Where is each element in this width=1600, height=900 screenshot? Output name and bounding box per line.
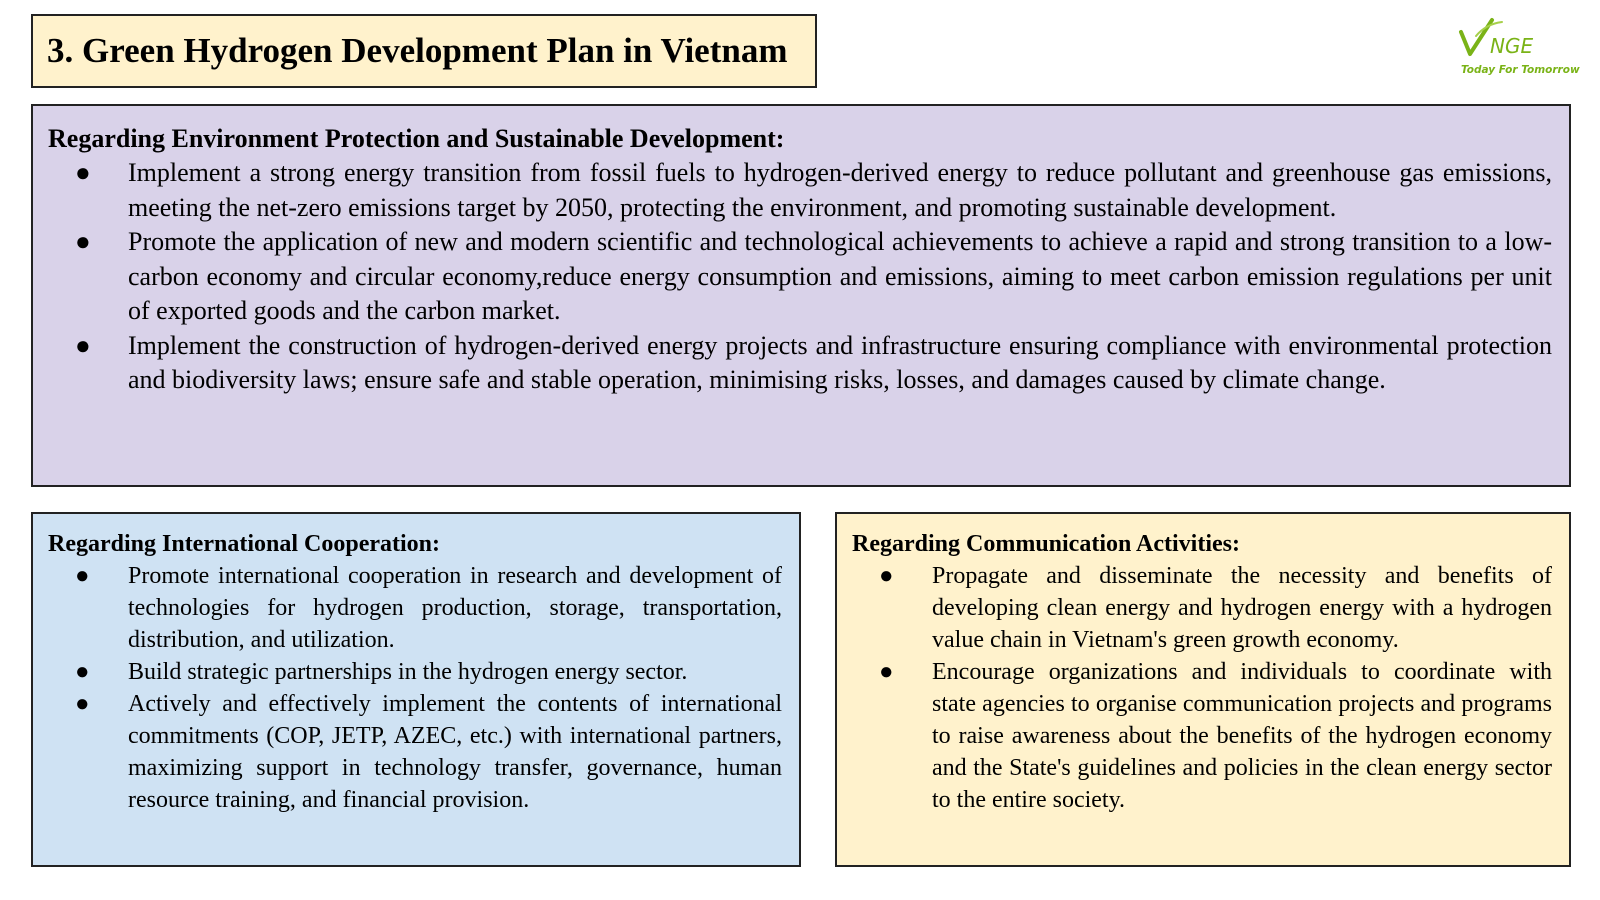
list-item: [48, 688, 782, 816]
list-item: [48, 156, 1552, 225]
title-box: [31, 14, 817, 88]
bullet-icon: ●: [75, 330, 91, 360]
list-item-text: Encourage organizations and individuals to coordinate with state agencies to organise communication projects and programs to raise awareness about the benefits of the hydrogen economy and the State's guidelines and policies in the clean energy sector to the entire society.: [932, 659, 1552, 813]
list-item-text: Actively and effectively implement the contents of international commitments (COP, JETP, AZEC, etc.) with international partners, maximizing support in technology transfer, governance, human resource training, and financial provision.: [128, 691, 782, 813]
list-item: [48, 560, 782, 656]
bullet-icon: ●: [75, 158, 91, 187]
bullet-icon: ●: [75, 659, 90, 685]
list-item-text: Implement the construction of hydrogen-derived energy projects and infrastructure ensuring compliance with environmental protection and biodiversity laws; ensure safe and stable operation, minimising risks, losses, and damages caused by climate change.: [128, 330, 1552, 394]
logo-tagline: Today For Tomorrow: [1461, 64, 1580, 76]
list-item: [48, 225, 1552, 329]
list-item: [48, 656, 782, 688]
communication-panel: [835, 512, 1571, 867]
environment-list: [48, 156, 1552, 398]
international-list: [48, 560, 782, 816]
list-item-text: Build strategic partnerships in the hydrogen energy sector.: [128, 659, 688, 685]
communication-list: [852, 560, 1552, 816]
environment-heading: Regarding Environment Protection and Sustainable Development:: [48, 124, 785, 153]
bullet-icon: ●: [879, 659, 894, 685]
list-item: [48, 329, 1552, 398]
environment-panel: [31, 104, 1571, 487]
list-item-text: Propagate and disseminate the necessity and benefits of developing clean energy and hydrogen energy with a hydrogen value chain in Vietnam's green growth economy.: [932, 563, 1552, 653]
bullet-icon: ●: [75, 691, 90, 717]
bullet-icon: ●: [879, 563, 894, 589]
list-item: [852, 656, 1552, 816]
list-item-text: Implement a strong energy transition from fossil fuels to hydrogen-derived energy to reduce pollutant and greenhouse gas emissions, meeting the net-zero emissions target by 2050, protecting the environment, and promoting sustainable development.: [128, 158, 1552, 222]
list-item: [852, 560, 1552, 656]
page-title: 3. Green Hydrogen Development Plan in Vietnam: [47, 31, 788, 70]
list-item-text: Promote the application of new and modern scientific and technological achievements to achieve a rapid and strong transition to a low-carbon economy and circular economy,reduce energy consumption and emissions, aiming to meet carbon emission regulations per unit of exported goods and the carbon market.: [128, 227, 1552, 325]
international-panel: [31, 512, 801, 867]
bullet-icon: ●: [75, 227, 91, 256]
communication-heading: Regarding Communication Activities:: [852, 531, 1240, 557]
list-item-text: Promote international cooperation in research and development of technologies for hydrogen production, storage, transportation, distribution, and utilization.: [128, 563, 782, 653]
international-heading: Regarding International Cooperation:: [48, 531, 440, 557]
bullet-icon: ●: [75, 563, 90, 589]
vnge-logo: [1450, 16, 1580, 82]
logo-wordmark: NGE: [1490, 34, 1534, 58]
